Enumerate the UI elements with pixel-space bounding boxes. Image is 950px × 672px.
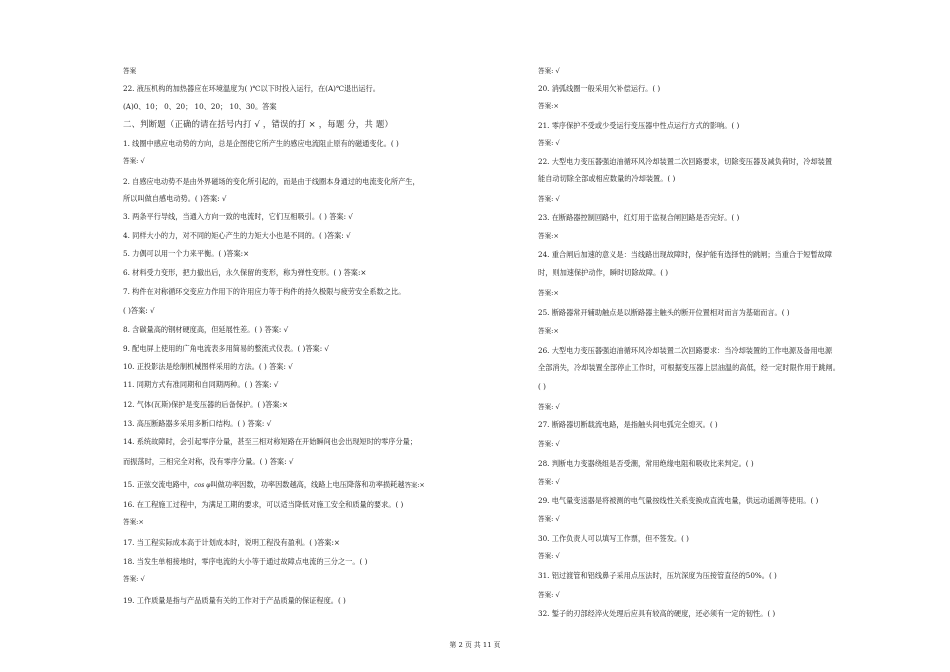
left-line: 15. 正弦交流电路中，cos φ叫做功率因数，功率因数越高，线路上电压降落和功率损耗越答案:× <box>123 480 425 489</box>
page-footer: 第 2 页 共 11 页 <box>449 641 501 649</box>
right-line: 23. 在断路器控制回路中，红灯用于监视合闸回路是否完好。( ) <box>538 213 740 222</box>
right-line: 答案: √ <box>538 478 560 486</box>
right-line: 21. 零序保护不受或少受运行变压器中性点运行方式的影响。( ) <box>538 121 740 130</box>
left-line: 而振荡时，三相完全对称，没有零序分量。( ) 答案: √ <box>123 457 294 466</box>
left-line: 答案:× <box>123 518 144 526</box>
left-line: 9. 配电屏上使用的广角电流表多用简易的整流式仪表。( )答案: √ <box>123 344 330 353</box>
left-line: 8. 含碳量高的钢材硬度高，但延展性差。( ) 答案: √ <box>123 325 289 334</box>
left-line: 13. 高压断路器多采用多断口结构。( ) 答案: √ <box>123 419 272 428</box>
right-line: 20. 消弧线圈一般采用欠补偿运行。( ) <box>538 84 661 93</box>
right-line: 全部消失，冷却装置全部停止工作时，可根据变压器上层油温的高低，经一定时限作用于跳闸。 <box>538 363 840 372</box>
left-line: 4. 同样大小的力，对不同的矩心产生的力矩大小也是不同的。( )答案: √ <box>123 231 351 240</box>
left-line: 17. 当工程实际成本高于计划成本时，说明工程没有盈利。( )答案:× <box>123 538 340 547</box>
right-line: 答案: √ <box>538 440 560 448</box>
right-line: ( ) <box>538 382 546 391</box>
left-line: 2. 自感应电动势不是由外界磁场的变化所引起的，而是由于线圈本身通过的电流变化所产生， <box>123 177 420 186</box>
left-line: 3. 两条平行导线，当通入方向一致的电流时，它们互相吸引。( ) 答案: √ <box>123 212 353 221</box>
left-line: 答案: √ <box>123 157 145 165</box>
right-line: 22. 大型电力变压器强迫油循环风冷却装置二次回路要求，切除变压器及减负荷时，冷却装置 <box>538 157 833 166</box>
right-line: 25. 断路器常开辅助触点是以断路器主触头的断开位置相对而言为基础而言。( ) <box>538 308 790 317</box>
left-line: ( )答案: √ <box>123 306 155 315</box>
right-line: 答案: √ <box>538 139 560 147</box>
right-line: 32. 錾子的刃部经淬火处理后应具有较高的硬度，还必须有一定的韧性。( ) <box>538 609 776 618</box>
right-line: 能自动切除全部或相应数量的冷却装置。( ) <box>538 174 676 183</box>
right-line: 28. 判断电力变器绕组是否受潮，常用绝缘电阻和吸收比来判定。( ) <box>538 459 754 468</box>
right-line: 答案:× <box>538 327 559 335</box>
right-line: 答案: √ <box>538 67 560 75</box>
right-line: 31. 铝过渡管和铝线鼻子采用点压法时，压坑深度为压接管直径的50%。( ) <box>538 571 777 580</box>
right-line: 27. 断路器切断载流电路，是指触头间电弧完全熄灭。( ) <box>538 420 718 429</box>
right-line: 答案: √ <box>538 552 560 560</box>
cos-phi-symbol: cos φ <box>194 482 211 489</box>
left-line: 6. 材料受力变形，把力撤出后，永久保留的变形，称为弹性变形。( ) 答案:× <box>123 268 367 277</box>
left-line: 5. 力偶可以用一个力来平衡。( )答案:× <box>123 249 250 258</box>
right-line: 答案:× <box>538 232 559 240</box>
right-line: 答案: √ <box>538 403 560 411</box>
left-line: 22. 液压机构的加热器应在环境温度为( )℃以下时投入运行，在(A)℃退出运行。 <box>123 84 380 93</box>
left-line: 1. 线圈中感应电动势的方向，总是企图使它所产生的感应电流阻止原有的磁通变化。( ) <box>123 139 399 148</box>
right-line: 答案:× <box>538 102 559 110</box>
right-line: 26. 大型电力变压器强迫油循环风冷却装置二次回路要求：当冷却装置的工作电源及备用电源 <box>538 346 833 355</box>
left-line: 11. 同期方式有准同期和自同期两种。( ) 答案: √ <box>123 380 279 389</box>
left-line: 7. 构件在对称循环交变应力作用下的许用应力等于构件的持久极限与疲劳安全系数之比。 <box>123 287 406 296</box>
left-line: 所以叫做自感电动势。( )答案: √ <box>123 194 227 203</box>
right-line: 答案: √ <box>538 591 560 599</box>
right-line: 答案: √ <box>538 195 560 203</box>
left-line: 14. 系统故障时，会引起零序分量，甚至三相对称短路在开始瞬间也会出现短时的零序分量； <box>123 437 418 446</box>
left-line: 16. 在工程施工过程中，为满足工期的要求，可以适当降低对施工安全和质量的要求。( ) <box>123 500 404 509</box>
right-line: 24. 重合闸后加速的意义是：当线路出现故障时，保护能有选择性的跳闸；当重合于短暂故障 <box>538 250 833 259</box>
left-line: 二、判断题（正确的请在括号内打 √ ，错误的打 × ，每题 分，共 题） <box>123 119 394 129</box>
left-line: 答案: √ <box>123 575 145 583</box>
right-line: 答案:× <box>538 289 559 297</box>
left-line: 10. 正投影法是绘制机械图样采用的方法。( ) 答案: √ <box>123 362 293 371</box>
left-line: (A)0、10； 0、20； 10、20； 10、30。答案 <box>123 102 277 111</box>
right-line: 答案: √ <box>538 515 560 523</box>
right-line: 30. 工作负责人可以填写工作票，但不签发。( ) <box>538 534 689 543</box>
right-line: 时，则加速保护动作，瞬时切除故障。( ) <box>538 268 669 277</box>
right-line: 29. 电气量变送器是将被测的电气量按线性关系变换成直流电量，供远动遥测等使用。( ) <box>538 496 819 505</box>
left-line: 18. 当发生单相接地时，零序电流的大小等于通过故障点电流的三分之一。( ) <box>123 557 368 566</box>
left-line: 答案 <box>123 67 137 75</box>
left-aside-answer: 答案:× <box>404 481 425 489</box>
left-line: 19. 工作质量是指与产品质量有关的工作对于产品质量的保证程度。( ) <box>123 596 346 605</box>
left-line: 12. 气体(瓦斯)保护是变压器的后备保护。( )答案:× <box>123 400 289 409</box>
